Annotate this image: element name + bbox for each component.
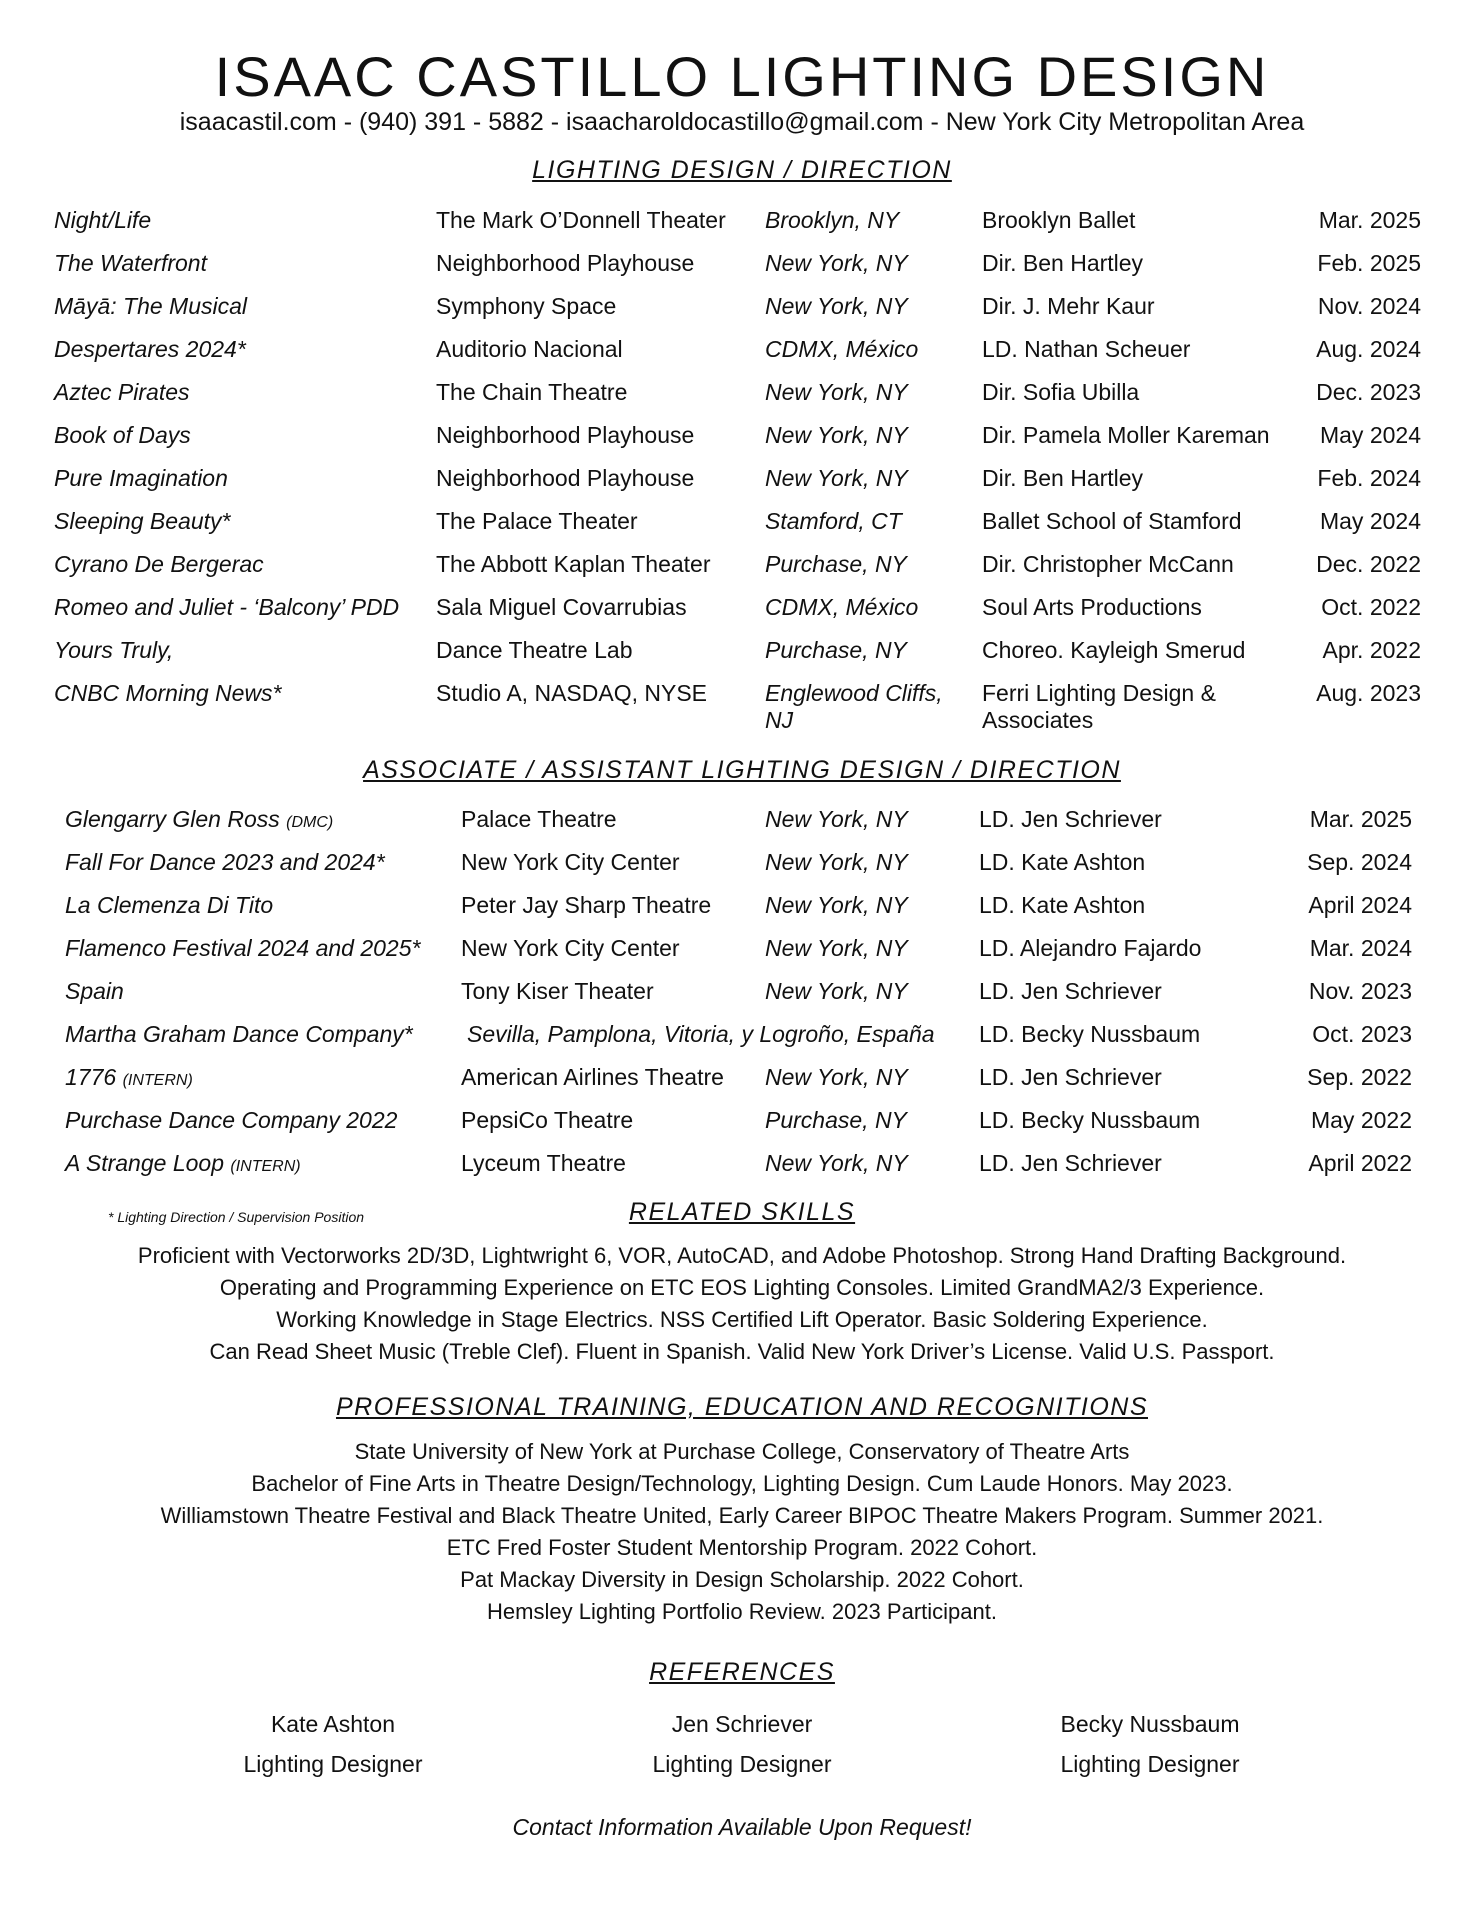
- city: New York, NY: [765, 250, 908, 276]
- section-heading-references: REFERENCES: [649, 1658, 835, 1686]
- production-title: Night/Life: [54, 207, 152, 233]
- lighting-row: [0, 207, 1484, 251]
- credit: Dir. Christopher McCann: [982, 551, 1234, 577]
- production-title: A Strange Loop (INTERN): [65, 1150, 301, 1176]
- education-line: Williamstown Theatre Festival and Black Theatre United, Early Career BIPOC Theatre Makers Program. Summer 2021.: [160, 1503, 1324, 1528]
- page-title: ISAAC CASTILLO LIGHTING DESIGN: [214, 45, 1270, 108]
- skills-line: Operating and Programming Experience on ETC EOS Lighting Consoles. Limited GrandMA2/3 Experience.: [219, 1275, 1265, 1300]
- associate-row: [0, 892, 1484, 936]
- city: CDMX, México: [765, 594, 919, 620]
- credit: Dir. Ben Hartley: [982, 250, 1144, 276]
- contact-note: Contact Information Available Upon Request!: [512, 1814, 972, 1840]
- lighting-row: [0, 293, 1484, 337]
- date: Aug. 2024: [1316, 336, 1421, 362]
- venue: PepsiCo Theatre: [461, 1107, 634, 1133]
- associate-row: [0, 849, 1484, 893]
- credit: LD. Kate Ashton: [979, 892, 1146, 918]
- associate-row: [0, 1150, 1484, 1194]
- city: New York, NY: [765, 379, 908, 405]
- date: April 2022: [1308, 1150, 1412, 1176]
- role-tag: (DMC): [286, 814, 334, 831]
- credit: LD. Kate Ashton: [979, 849, 1146, 875]
- city: New York, NY: [765, 1064, 908, 1090]
- contact-line: isaacastil.com - (940) 391 - 5882 - isaacharoldocastillo@gmail.com - New York City Metropolitan Area: [179, 108, 1305, 136]
- production-title: Despertares 2024*: [54, 336, 246, 362]
- lighting-row: [0, 680, 1484, 740]
- education-line: Pat Mackay Diversity in Design Scholarship. 2022 Cohort.: [460, 1567, 1024, 1592]
- date: Nov. 2024: [1317, 293, 1421, 319]
- lighting-row: [0, 594, 1484, 638]
- credit: Dir. Sofia Ubilla: [982, 379, 1140, 405]
- role-tag: (INTERN): [230, 1158, 301, 1175]
- associate-row: [0, 806, 1484, 850]
- production-title: Glengarry Glen Ross (DMC): [65, 806, 334, 832]
- city: New York, NY: [765, 422, 908, 448]
- production-title: Spain: [65, 978, 124, 1004]
- production-title: Māyā: The Musical: [54, 293, 248, 319]
- production-title: Romeo and Juliet - ‘Balcony’ PDD: [54, 594, 400, 620]
- credit: LD. Jen Schriever: [979, 1064, 1162, 1090]
- date: Mar. 2025: [1318, 207, 1421, 233]
- lighting-row: [0, 336, 1484, 380]
- production-title: Pure Imagination: [54, 465, 228, 491]
- credit: LD. Alejandro Fajardo: [979, 935, 1202, 961]
- venue: Palace Theatre: [461, 806, 617, 832]
- venue: Symphony Space: [436, 293, 617, 319]
- city: New York, NY: [765, 293, 908, 319]
- skills-list: [0, 1240, 1484, 1368]
- venue: New York City Center: [461, 849, 680, 875]
- venue: The Chain Theatre: [436, 379, 628, 405]
- date: Mar. 2025: [1309, 806, 1412, 832]
- lighting-row: [0, 250, 1484, 294]
- venue: The Mark O’Donnell Theater: [436, 207, 726, 233]
- venue: Peter Jay Sharp Theatre: [461, 892, 712, 918]
- reference-role: Lighting Designer: [243, 1751, 423, 1777]
- date: Dec. 2023: [1316, 379, 1421, 405]
- credit: LD. Becky Nussbaum: [979, 1021, 1201, 1047]
- venue: Studio A, NASDAQ, NYSE: [436, 680, 708, 706]
- production-title: Martha Graham Dance Company*: [65, 1021, 413, 1047]
- credit: Soul Arts Productions: [982, 594, 1202, 620]
- venue: Auditorio Nacional: [436, 336, 623, 362]
- production-title: Yours Truly,: [54, 637, 174, 663]
- education-line: Bachelor of Fine Arts in Theatre Design/Technology, Lighting Design. Cum Laude Honors. May 2023.: [251, 1471, 1233, 1496]
- date: Oct. 2023: [1312, 1021, 1412, 1047]
- reference-card: [970, 1704, 1330, 1784]
- date: May 2024: [1319, 508, 1421, 534]
- reference-card: [153, 1704, 513, 1784]
- city: Purchase, NY: [765, 1107, 907, 1133]
- production-title: Fall For Dance 2023 and 2024*: [65, 849, 385, 875]
- production-title: Book of Days: [54, 422, 191, 448]
- date: Sep. 2024: [1307, 849, 1412, 875]
- date: May 2022: [1310, 1107, 1412, 1133]
- date: Aug. 2023: [1316, 680, 1421, 706]
- production-title: Cyrano De Bergerac: [54, 551, 264, 577]
- date: Mar. 2024: [1309, 935, 1412, 961]
- education-line: Hemsley Lighting Portfolio Review. 2023 Participant.: [487, 1599, 997, 1624]
- venue: Neighborhood Playhouse: [436, 250, 695, 276]
- reference-name: Becky Nussbaum: [1060, 1711, 1240, 1737]
- section-heading-skills: RELATED SKILLS: [628, 1198, 856, 1226]
- production-title: Flamenco Festival 2024 and 2025*: [65, 935, 421, 961]
- city: Englewood Cliffs, NJ: [765, 680, 943, 733]
- credit: Dir. Pamela Moller Kareman: [982, 422, 1270, 448]
- role-tag: (INTERN): [122, 1072, 193, 1089]
- lighting-row: [0, 508, 1484, 552]
- production-title: Sleeping Beauty*: [54, 508, 231, 534]
- associate-row: [0, 935, 1484, 979]
- date: Feb. 2025: [1317, 250, 1421, 276]
- city: CDMX, México: [765, 336, 919, 362]
- production-title: The Waterfront: [54, 250, 207, 276]
- associate-row: [0, 1107, 1484, 1151]
- lighting-row: [0, 379, 1484, 423]
- reference-card: [562, 1704, 922, 1784]
- venue: American Airlines Theatre: [461, 1064, 724, 1090]
- city: New York, NY: [765, 978, 908, 1004]
- reference-role: Lighting Designer: [652, 1751, 832, 1777]
- reference-name: Jen Schriever: [671, 1711, 813, 1737]
- education-line: State University of New York at Purchase College, Conservatory of Theatre Arts: [354, 1439, 1130, 1464]
- venue: Neighborhood Playhouse: [436, 465, 695, 491]
- production-title: Aztec Pirates: [54, 379, 190, 405]
- production-title: 1776 (INTERN): [65, 1064, 193, 1090]
- credit: LD. Jen Schriever: [979, 1150, 1162, 1176]
- associate-row: [0, 1064, 1484, 1108]
- credit: LD. Jen Schriever: [979, 978, 1162, 1004]
- lighting-row: [0, 551, 1484, 595]
- venue: Lyceum Theatre: [461, 1150, 626, 1176]
- date: Feb. 2024: [1317, 465, 1421, 491]
- city: Purchase, NY: [765, 637, 907, 663]
- production-title: CNBC Morning News*: [54, 680, 282, 706]
- credit: LD. Becky Nussbaum: [979, 1107, 1201, 1133]
- venue-city: Sevilla, Pamplona, Vitoria, y Logroño, España: [467, 1021, 935, 1047]
- section-heading-associate: ASSOCIATE / ASSISTANT LIGHTING DESIGN / DIRECTION: [363, 756, 1121, 784]
- skills-line: Proficient with Vectorworks 2D/3D, Lightwright 6, VOR, AutoCAD, and Adobe Photoshop. Strong Hand Drafting Background.: [137, 1243, 1347, 1268]
- venue: Tony Kiser Theater: [461, 978, 654, 1004]
- credit: Brooklyn Ballet: [982, 207, 1136, 233]
- city: Purchase, NY: [765, 551, 907, 577]
- education-line: ETC Fred Foster Student Mentorship Program. 2022 Cohort.: [446, 1535, 1038, 1560]
- city: New York, NY: [765, 806, 908, 832]
- associate-row: [0, 1021, 1484, 1065]
- city: New York, NY: [765, 849, 908, 875]
- footnote: * Lighting Direction / Supervision Position: [108, 1209, 365, 1225]
- city: New York, NY: [765, 465, 908, 491]
- associate-row: [0, 978, 1484, 1022]
- date: Apr. 2022: [1322, 637, 1421, 663]
- venue: New York City Center: [461, 935, 680, 961]
- venue: Neighborhood Playhouse: [436, 422, 695, 448]
- date: April 2024: [1308, 892, 1412, 918]
- venue: The Palace Theater: [436, 508, 638, 534]
- section-heading-education: PROFESSIONAL TRAINING, EDUCATION AND RECOGNITIONS: [335, 1393, 1148, 1421]
- city: New York, NY: [765, 892, 908, 918]
- credit: Choreo. Kayleigh Smerud: [982, 637, 1246, 663]
- city: Brooklyn, NY: [765, 207, 900, 233]
- city: Stamford, CT: [765, 508, 902, 534]
- lighting-row: [0, 465, 1484, 509]
- credit: LD. Nathan Scheuer: [982, 336, 1191, 362]
- production-title: La Clemenza Di Tito: [65, 892, 274, 918]
- skills-line: Working Knowledge in Stage Electrics. NSS Certified Lift Operator. Basic Soldering Experience.: [276, 1307, 1208, 1332]
- reference-role: Lighting Designer: [1060, 1751, 1240, 1777]
- lighting-row: [0, 422, 1484, 466]
- venue: Sala Miguel Covarrubias: [436, 594, 687, 620]
- date: Oct. 2022: [1321, 594, 1421, 620]
- date: Nov. 2023: [1308, 978, 1412, 1004]
- skills-line: Can Read Sheet Music (Treble Clef). Fluent in Spanish. Valid New York Driver’s License. Valid U.S. Passport.: [209, 1339, 1275, 1364]
- date: May 2024: [1319, 422, 1421, 448]
- date: Dec. 2022: [1316, 551, 1421, 577]
- credit: Dir. J. Mehr Kaur: [982, 293, 1155, 319]
- credit: Ferri Lighting Design & Associates: [982, 680, 1216, 733]
- reference-name: Kate Ashton: [270, 1711, 396, 1737]
- lighting-row: [0, 637, 1484, 681]
- venue: Dance Theatre Lab: [436, 637, 633, 663]
- date: Sep. 2022: [1307, 1064, 1412, 1090]
- city: New York, NY: [765, 1150, 908, 1176]
- credit: Ballet School of Stamford: [982, 508, 1242, 534]
- credit: LD. Jen Schriever: [979, 806, 1162, 832]
- city: New York, NY: [765, 935, 908, 961]
- production-title: Purchase Dance Company 2022: [65, 1107, 398, 1133]
- venue: The Abbott Kaplan Theater: [436, 551, 711, 577]
- credit: Dir. Ben Hartley: [982, 465, 1144, 491]
- education-list: [0, 1436, 1484, 1628]
- section-heading-lighting: LIGHTING DESIGN / DIRECTION: [532, 156, 952, 184]
